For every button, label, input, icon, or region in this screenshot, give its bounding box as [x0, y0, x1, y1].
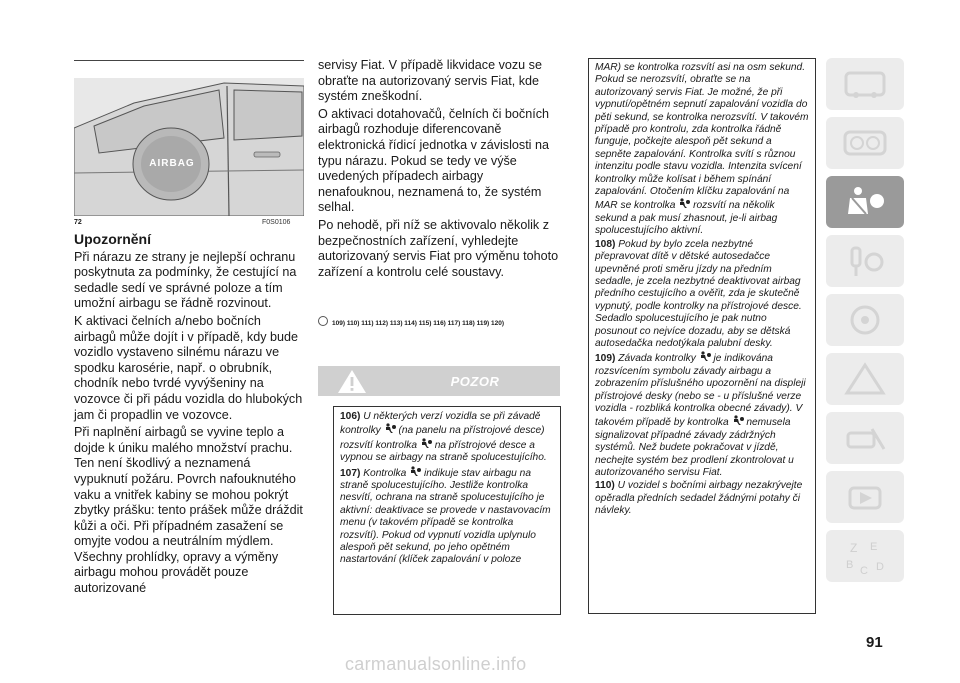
airbag-fault-icon: [732, 415, 744, 426]
note-number: 107): [340, 467, 361, 479]
paragraph: Při naplnění airbagů se vyvine teplo a dojde k úniku malého množství prachu. Ten není škodlivý a neznamená vypuknutí požáru. Povrch nafouknutého vaku a vnitřek kabiny se mohou pokrýt zbytky prášku: tento prášek může dráždit kůži a oči. Při případném zasažení se omyjte vodou a neutrálním mýdlem. Všechny prohlídky, opravy a výměny airbagu mohou provádět pouze autorizované: [74, 425, 303, 596]
refs-icon: [318, 316, 328, 326]
wrench-car-icon: [842, 421, 888, 455]
note-text: (na panelu na přístrojové desce) rozsvítí kontrolka: [340, 425, 545, 451]
note-109: [595, 351, 809, 479]
svg-text:B: B: [846, 559, 854, 571]
figure-code: F0S0106: [262, 219, 291, 226]
media-icon: [842, 480, 888, 514]
airbag-off-icon: [678, 198, 690, 209]
figure-number: 72: [74, 219, 82, 226]
paragraph: Při nárazu ze strany je nejlepší ochranu poskytnuta za podmínky, že cestující na sedadle sedí ve správné poloze a tím umožní airbagu se řádně rozvinout.: [74, 249, 297, 311]
column-1: [74, 232, 306, 599]
warning-label: POZOR: [450, 374, 500, 389]
svg-text:C: C: [860, 565, 868, 576]
note-text: U vozidel s bočními airbagy nezakrývejte opěradla předních sedadel žádnými potahy či návleky.: [595, 480, 803, 517]
sidebar-item-car-info[interactable]: [826, 58, 904, 110]
steering-wheel-icon: [842, 303, 888, 337]
note-108: [595, 239, 809, 351]
svg-text:D: D: [876, 561, 884, 573]
column-2: [318, 58, 560, 282]
car-illustration: [74, 78, 304, 216]
sidebar-item-start[interactable]: [826, 235, 904, 287]
airbag-fault-icon: [384, 423, 396, 434]
chapter-sidebar: [826, 58, 906, 589]
note-text: nemusela signalizovat případné závady zádržných systémů. Než budete pokračovat v jízdě, nechejte systém bez prodlení zkontrolovat u autorizovaného servisu Fiat.: [595, 417, 794, 478]
page-number: 91: [866, 634, 883, 651]
warning-box-2: [588, 58, 816, 614]
note-text: U některých verzí vozidla se při závadě kontrolky: [340, 411, 541, 437]
car-side-figure: [74, 78, 304, 216]
airbag-label: AIRBAG: [149, 158, 195, 169]
paragraph: K aktivaci čelních a/nebo bočních airbagů může dojít i v případě, kdy bude vozidlo vystaveno silnému nárazu ve spodku karosérie, např. o obrubník, chodník nebo tvrdé vyvýšeniny na vozovce či při pádu vozidla do hlubokých jam či propadlin ve vozovce.: [74, 313, 303, 422]
svg-text:Z: Z: [850, 541, 858, 555]
airbag-off-icon: [420, 438, 432, 449]
footnote-references: [318, 316, 560, 329]
note-number: 106): [340, 411, 361, 422]
refs-text: 109) 110) 111) 112) 113) 114) 115) 116) 117) 118) 119) 120): [332, 320, 505, 327]
warning-box-1: [333, 406, 561, 615]
note-text: Závada kontrolky: [618, 353, 696, 365]
index-letters-icon: [842, 536, 888, 576]
note-107: [340, 466, 554, 567]
note-text: MAR) se kontrolka rozsvítí asi na osm sekund. Pokud se nerozsvítí, obraťte se na autorizovaný servis Fiat. Je možné, že při vypnutí/opětném sepnutí zapalování vozidla do pěti sekund, se kontrolka nerozsvítí. V takovém případě pro kontrolu, zda kontrolka řádně funguje, počkejte alespoň pět sekund a sepněte zapalování. Kontrolka svítí s různou intenzitu podle stavu vozidla. Intenzita svícení kontrolky může kolísat i během spínání zapalování. Otočením klíčku zapalování na MAR se kontrolka: [595, 62, 809, 212]
key-start-icon: [842, 244, 888, 278]
note-text: rozsvítí na několik sekund a pak musí zhasnout, je-li airbag spolucestujícího aktivní.: [595, 200, 778, 237]
sidebar-item-safety[interactable]: [826, 176, 904, 228]
sidebar-item-maintenance[interactable]: [826, 412, 904, 464]
note-number: 110): [595, 480, 615, 492]
sidebar-item-driving[interactable]: [826, 294, 904, 346]
sidebar-item-emergency[interactable]: [826, 353, 904, 405]
top-rule: [74, 60, 304, 61]
paragraph: O aktivaci dotahovačů, čelních či bočních airbagů rozhoduje diferencovaně elektronická řídicí jednotka v závislosti na typu nárazu. Pokud se tedy ve výše uvedených případech airbagy nenafouknou, neznamená to, že systém selhal.: [318, 106, 550, 215]
svg-text:E: E: [870, 541, 878, 553]
note-text: indikuje stav airbagu na straně spolucestujícího. Jestliže kontrolka nesvítí, ochrana na straně spolucestujícího je aktivní: deaktivace se provede v nastavovacím menu (v takovém případě se kontrolka rozsvítí). Pokud od vypnutí vozidla uplynulo alespoň pět sekund, po jeho opětném nastartování (klíček zapalování v poloze: [340, 467, 551, 566]
seatbelt-airbag-icon: [842, 184, 888, 220]
note-text: na přístrojové desce a vypnou se airbagy na straně spolucestujícího.: [340, 439, 547, 464]
airbag-fault-icon: [699, 351, 711, 362]
note-text: Kontrolka: [363, 467, 407, 479]
sidebar-item-index[interactable]: [826, 530, 904, 582]
note-text: Pokud by bylo zcela nezbytné přepravovat dítě v dětské autosedačce upevněné proti směru jízdy na předním sedadle, je zcela nezbytné deaktivovat airbag předního cestujícího a ověřit, zda je skutečně vypnutý, podle kontrolky na přístrojové desce. Sedadlo spolucestujícího je pak nutno posunout co nejvíce dozadu, aby se dětská autosedačka nedotýkala palubní desky.: [595, 238, 802, 349]
watermark: carmanualsonline.info: [345, 654, 527, 674]
sidebar-item-dashboard[interactable]: [826, 117, 904, 169]
car-info-icon: [842, 67, 888, 101]
note-text: je indikována rozsvícením symbolu závady airbagu a zobrazením příslušného upozornění na displeji přístrojové desky (nebo se - u příslušné verze vozidla - rozbliká kontrolka obecné závady). V takovém případě by kontrolka: [595, 353, 806, 429]
paragraph: servisy Fiat. V případě likvidace vozu se obraťte na autorizovaný servis Fiat, kde systém zneškodní.: [318, 58, 542, 104]
warning-triangle-icon: [332, 366, 372, 396]
note-110: [595, 480, 809, 517]
section-heading: Upozornění: [74, 231, 151, 247]
warning-triangle-icon: [842, 362, 888, 396]
note-continued: [595, 62, 809, 238]
note-number: 109): [595, 353, 616, 365]
sidebar-item-multimedia[interactable]: [826, 471, 904, 523]
note-number: 108): [595, 238, 616, 250]
note-106: [340, 411, 554, 465]
dashboard-icon: [842, 126, 888, 160]
airbag-off-icon: [409, 466, 421, 477]
paragraph: Po nehodě, při níž se aktivovalo několik z bezpečnostních zařízení, vyhledejte autorizovaný servis Fiat pro výměnu tohoto zařízení a kontrolu celé soustavy.: [318, 217, 559, 279]
